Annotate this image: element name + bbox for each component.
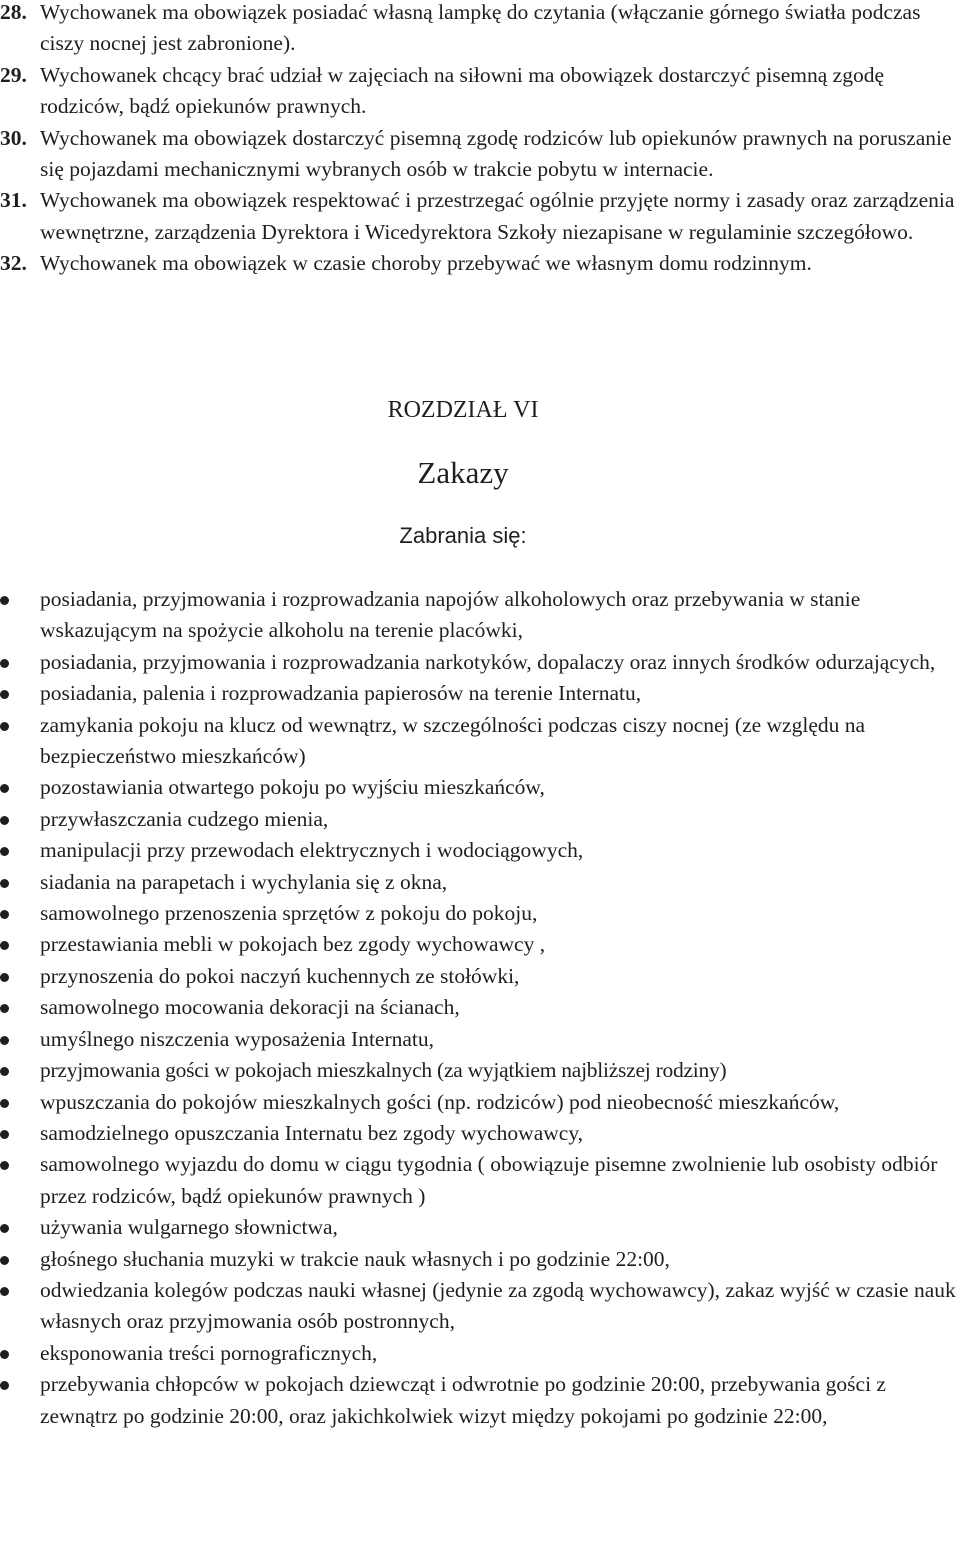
chapter-heading: ROZDZIAŁ VI [387, 397, 539, 423]
section-title: Zakazy [417, 455, 509, 490]
rule-number: 32. [0, 251, 27, 276]
rule-item [0, 60, 960, 123]
list-item-text: przebywania chłopców w pokojach dziewcząt i odwrotnie po godzinie 20:00, przebywania gości z zewnątrz po godzinie 20:00, oraz jakichkolwiek wizyt między pokojami po godzinie 22:00, [40, 1372, 886, 1428]
list-item-text: przestawiania mebli w pokojach bez zgody wychowawcy , [40, 932, 546, 957]
list-item-text: odwiedzania kolegów podczas nauki własnej (jedynie za zgodą wychowawcy), zakaz wyjść w czasie nauk własnych oraz przyjmowania osób postronnych, [40, 1277, 956, 1334]
list-item-text: umyślnego niszczenia wyposażenia Internatu, [40, 1026, 435, 1051]
list-item [0, 1244, 960, 1275]
rule-number: 29. [0, 62, 27, 87]
bullet-icon [0, 1287, 9, 1296]
list-item [0, 835, 960, 866]
bullet-icon [0, 973, 9, 982]
list-item [0, 584, 960, 647]
rule-item [0, 185, 960, 248]
rule-text: Wychowanek ma obowiązek dostarczyć pisemną zgodę rodziców lub opiekunów prawnych na poruszanie się pojazdami mechanicznymi wybranych osób w trakcie pobytu w internacie. [40, 125, 952, 182]
rule-text: Wychowanek ma obowiązek w czasie choroby przebywać we własnym domu rodzinnym. [40, 251, 812, 276]
numbered-rules [0, 0, 960, 280]
list-item [0, 867, 960, 898]
list-item-text: przynoszenia do pokoi naczyń kuchennych ze stołówki, [40, 963, 520, 988]
list-item-text: przywłaszczania cudzego mienia, [40, 806, 329, 831]
rule-item [0, 123, 960, 186]
list-item-text: pozostawiania otwartego pokoju po wyjściu mieszkańców, [40, 775, 545, 800]
bullet-icon [0, 1256, 9, 1265]
list-item-text: posiadania, palenia i rozprowadzania papierosów na terenie Internatu, [40, 681, 642, 706]
list-item-text: posiadania, przyjmowania i rozprowadzania narkotyków, dopalaczy oraz innych środków odurzających, [40, 649, 936, 674]
list-item [0, 992, 960, 1023]
list-item [0, 1055, 960, 1086]
bullet-icon [0, 1099, 9, 1108]
rule-number: 31. [0, 188, 27, 213]
bullet-icon [0, 722, 9, 731]
list-item [0, 678, 960, 709]
bullet-icon [0, 784, 9, 793]
list-item [0, 929, 960, 960]
list-item-text: posiadania, przyjmowania i rozprowadzania napojów alkoholowych oraz przebywania w stanie wskazującym na spożycie alkoholu na terenie placówki, [40, 587, 861, 643]
rule-number: 30. [0, 125, 27, 150]
prohibitions-list [0, 584, 960, 1432]
list-item-text: zamykania pokoju na klucz od wewnątrz, w szczególności podczas ciszy nocnej (ze względu na bezpieczeństwo mieszkańców) [40, 712, 866, 769]
bullet-icon [0, 1130, 9, 1139]
list-item [0, 1275, 960, 1338]
list-item-text: przyjmowania gości w pokojach mieszkalnych (za wyjątkiem najbliższej rodziny) [40, 1058, 727, 1083]
bullet-icon [0, 1350, 9, 1359]
intro-text: Zabrania się: [399, 523, 527, 548]
rule-text: Wychowanek ma obowiązek respektować i przestrzegać ogólnie przyjęte normy i zasady oraz zarządzenia wewnętrzne, zarządzenia Dyrektora i Wicedyrektora Szkoły niezapisane w regulaminie szczegółowo. [40, 188, 955, 244]
bullet-icon [0, 596, 9, 605]
list-item [0, 961, 960, 992]
bullet-icon [0, 941, 9, 950]
list-item-text: samodzielnego opuszczania Internatu bez zgody wychowawcy, [40, 1120, 584, 1145]
rule-text: Wychowanek ma obowiązek posiadać własną lampkę do czytania (włączanie górnego światła podczas ciszy nocnej jest zabronione). [40, 0, 921, 56]
bullet-icon [0, 847, 9, 856]
list-item [0, 1212, 960, 1243]
list-item-text: samowolnego mocowania dekoracji na ścianach, [40, 995, 460, 1020]
bullet-icon [0, 1004, 9, 1013]
rule-item [0, 248, 960, 279]
list-item [0, 647, 960, 678]
list-item-text: głośnego słuchania muzyki w trakcie nauk własnych i po godzinie 22:00, [40, 1246, 670, 1271]
rule-number: 28. [0, 0, 27, 24]
list-item-text: używania wulgarnego słownictwa, [40, 1215, 338, 1240]
rule-text: Wychowanek chcący brać udział w zajęciach na siłowni ma obowiązek dostarczyć pisemną zgodę rodziców, bądź opiekunów prawnych. [40, 62, 884, 119]
list-item [0, 1118, 960, 1149]
list-item [0, 1024, 960, 1055]
bullet-icon [0, 690, 9, 699]
list-item [0, 1369, 960, 1432]
list-item [0, 772, 960, 803]
list-item [0, 710, 960, 773]
bullet-icon [0, 1161, 9, 1170]
bullet-icon [0, 879, 9, 888]
list-item [0, 1149, 960, 1212]
list-item [0, 1087, 960, 1118]
bullet-icon [0, 910, 9, 919]
bullet-icon [0, 1381, 9, 1390]
bullet-icon [0, 1067, 9, 1076]
bullet-icon [0, 1224, 9, 1233]
bullet-icon [0, 1036, 9, 1045]
list-item [0, 898, 960, 929]
bullet-icon [0, 659, 9, 668]
list-item [0, 1338, 960, 1369]
list-item-text: eksponowania treści pornograficznych, [40, 1340, 378, 1365]
list-item [0, 804, 960, 835]
list-item-text: samowolnego przenoszenia sprzętów z pokoju do pokoju, [40, 901, 538, 926]
rule-item [0, 0, 960, 60]
list-item-text: wpuszczania do pokojów mieszkalnych gości (np. rodziców) pod nieobecność mieszkańców, [40, 1089, 840, 1114]
bullet-icon [0, 816, 9, 825]
list-item-text: samowolnego wyjazdu do domu w ciągu tygodnia ( obowiązuje pisemne zwolnienie lub osobisty odbiór przez rodziców, bądź opiekunów prawnych ) [40, 1152, 938, 1208]
list-item-text: manipulacji przy przewodach elektrycznych i wodociągowych, [40, 838, 584, 863]
list-item-text: siadania na parapetach i wychylania się z okna, [40, 869, 448, 894]
